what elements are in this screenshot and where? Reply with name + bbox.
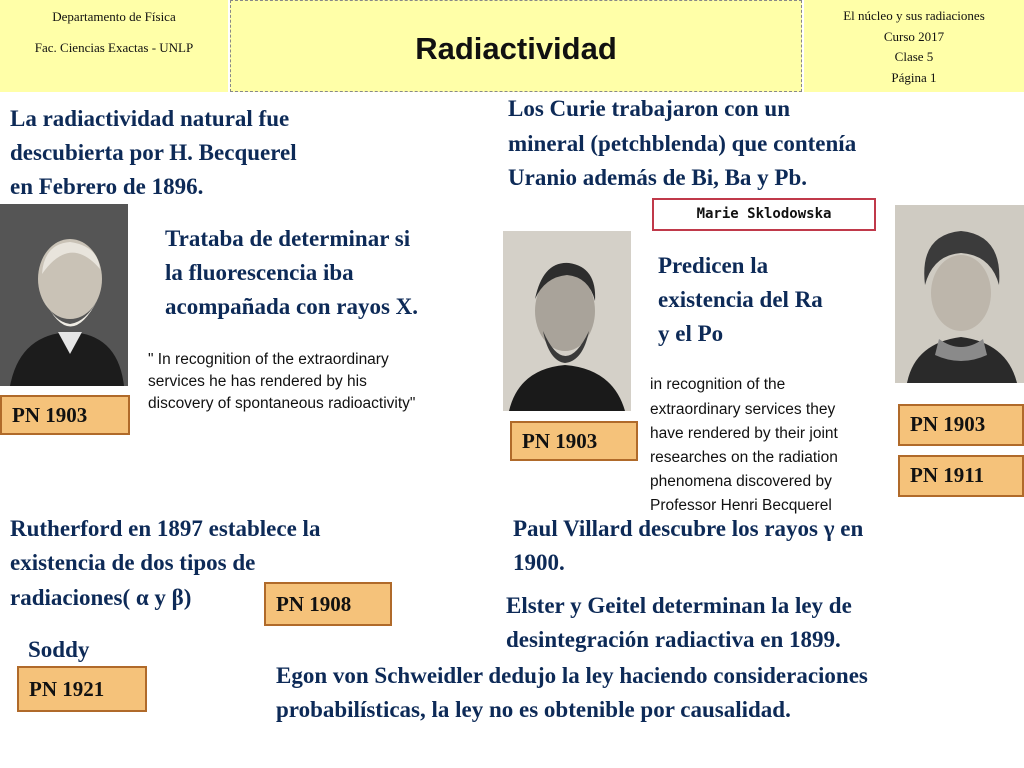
class-number: Clase 5 bbox=[894, 49, 934, 64]
curie-citation-5: phenomena discovered by bbox=[650, 473, 832, 490]
curie-citation-4: researches on the radiation bbox=[650, 449, 838, 466]
rutherford-line-3: radiaciones( α y β) bbox=[10, 585, 192, 610]
villard-line-1: Paul Villard descubre los rayos γ en bbox=[513, 516, 864, 541]
soddy-pn-badge: PN 1921 bbox=[17, 666, 147, 712]
course-topic: El núcleo y sus radiaciones bbox=[843, 8, 985, 23]
villard-line-2: 1900. bbox=[513, 550, 565, 575]
marie-portrait-icon bbox=[895, 205, 1024, 383]
department-label: Departamento de Física bbox=[52, 9, 176, 24]
header-left bbox=[0, 0, 228, 92]
trataba-line-1: Trataba de determinar si bbox=[165, 226, 411, 251]
faculty-label: Fac. Ciencias Exactas - UNLP bbox=[34, 40, 194, 55]
curie-intro-2: mineral (petchblenda) que contenía bbox=[508, 131, 857, 156]
header-right bbox=[804, 0, 1024, 92]
marie-pn-1911-badge: PN 1911 bbox=[898, 455, 1024, 497]
becquerel-pn-badge: PN 1903 bbox=[0, 395, 130, 435]
soddy-label: Soddy bbox=[28, 637, 90, 662]
curie-citation-3: have rendered by their joint bbox=[650, 425, 838, 442]
curie-intro-1: Los Curie trabajaron con un bbox=[508, 96, 790, 121]
marie-curie-photo bbox=[895, 205, 1024, 383]
egon-line-2: probabilísticas, la ley no es obtenible por causalidad. bbox=[276, 697, 791, 722]
pierre-pn-badge: PN 1903 bbox=[510, 421, 638, 461]
trataba-line-3: acompañada con rayos X. bbox=[165, 294, 419, 319]
page-title: Radiactividad bbox=[415, 31, 617, 66]
becquerel-photo bbox=[0, 204, 128, 386]
becquerel-intro-2: descubierta por H. Becquerel bbox=[10, 140, 297, 165]
elster-line-1: Elster y Geitel determinan la ley de bbox=[506, 593, 852, 618]
predicen-line-2: existencia del Ra bbox=[658, 287, 823, 312]
curie-citation-1: in recognition of the bbox=[650, 376, 786, 393]
becquerel-portrait-icon bbox=[0, 204, 128, 386]
course-year: Curso 2017 bbox=[883, 29, 945, 44]
pierre-portrait-icon bbox=[503, 231, 631, 411]
page-number: Página 1 bbox=[891, 70, 937, 85]
marie-pn-1903-badge: PN 1903 bbox=[898, 404, 1024, 446]
elster-line-2: desintegración radiactiva en 1899. bbox=[506, 627, 841, 652]
becquerel-quote-1: " In recognition of the extraordinary bbox=[148, 351, 389, 368]
curie-intro-3: Uranio además de Bi, Ba y Pb. bbox=[508, 165, 808, 190]
predicen-line-3: y el Po bbox=[658, 321, 724, 346]
marie-sklodowska-label: Marie Sklodowska bbox=[652, 198, 876, 231]
curie-citation-2: extraordinary services they bbox=[650, 401, 836, 418]
title-box bbox=[230, 0, 802, 92]
becquerel-quote-3: discovery of spontaneous radioactivity" bbox=[148, 395, 416, 412]
pierre-curie-photo bbox=[503, 231, 631, 411]
egon-line-1: Egon von Schweidler dedujo la ley haciendo consideraciones bbox=[276, 663, 868, 688]
becquerel-intro-3: en Febrero de 1896. bbox=[10, 174, 204, 199]
rutherford-line-1: Rutherford en 1897 establece la bbox=[10, 516, 321, 541]
becquerel-quote-2: services he has rendered by his bbox=[148, 373, 367, 390]
becquerel-intro-1: La radiactividad natural fue bbox=[10, 106, 290, 131]
rutherford-line-2: existencia de dos tipos de bbox=[10, 550, 256, 575]
curie-citation-6: Professor Henri Becquerel bbox=[650, 497, 832, 514]
trataba-line-2: la fluorescencia iba bbox=[165, 260, 354, 285]
rutherford-pn-badge: PN 1908 bbox=[264, 582, 392, 626]
predicen-line-1: Predicen la bbox=[658, 253, 769, 278]
